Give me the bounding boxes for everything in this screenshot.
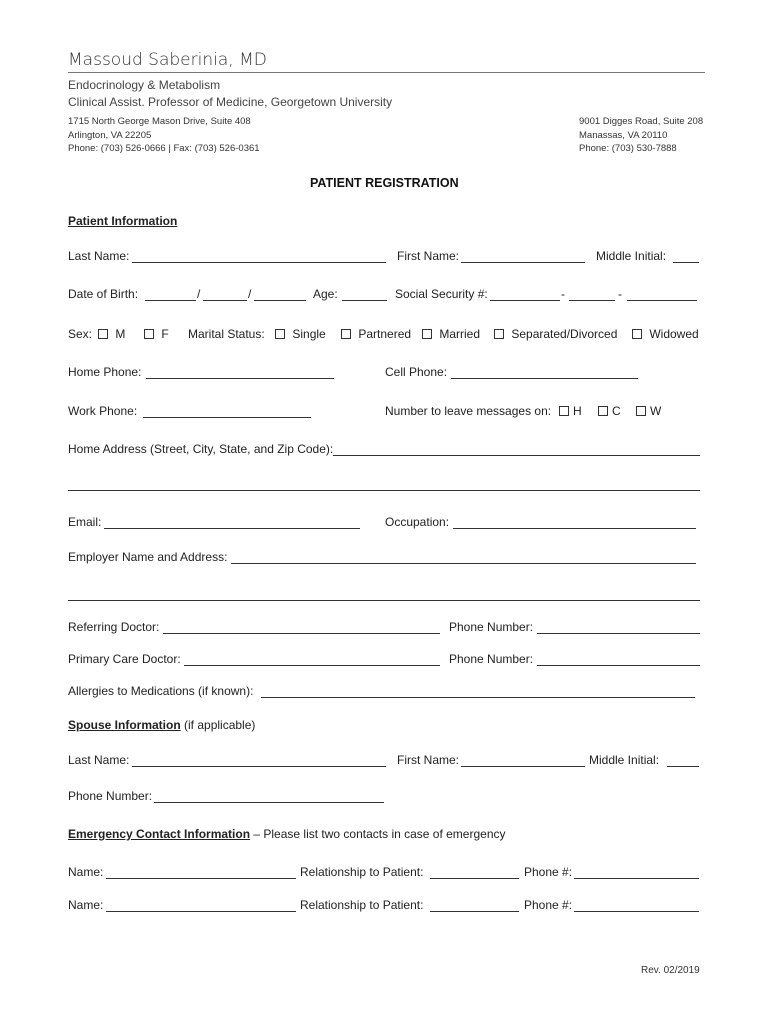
spouse-heading-title: Spouse Information: [68, 718, 181, 732]
specialty: Endocrinology & Metabolism: [68, 78, 221, 92]
message-number-label: Number to leave messages on:: [385, 404, 552, 418]
marital-widowed[interactable]: [632, 327, 699, 341]
employer-field[interactable]: [231, 563, 696, 564]
marital-married[interactable]: [422, 327, 480, 341]
spouse-heading: [68, 718, 255, 732]
checkbox-icon[interactable]: [341, 329, 351, 339]
spouse-middle-initial-label: Middle Initial:: [589, 753, 660, 767]
office-address-manassas: [579, 115, 703, 156]
sex-label: Sex:: [68, 327, 93, 341]
work-phone-label: Work Phone:: [68, 404, 138, 418]
dob-label: Date of Birth:: [68, 287, 139, 301]
patient-info-heading: Patient Information: [68, 214, 178, 228]
ssn-part3-field[interactable]: [627, 300, 697, 301]
primary-doctor-field[interactable]: [184, 665, 440, 666]
ssn-label: Social Security #:: [395, 287, 488, 301]
work-phone-field[interactable]: [143, 417, 311, 418]
allergies-label: Allergies to Medications (if known):: [68, 684, 254, 698]
checkbox-icon[interactable]: [632, 329, 642, 339]
office1-line3: Phone: (703) 526-0666 | Fax: (703) 526-0361: [68, 143, 260, 154]
home-address-field[interactable]: [333, 455, 700, 456]
emergency-heading-title: Emergency Contact Information: [68, 827, 251, 841]
spouse-first-name-field[interactable]: [461, 766, 585, 767]
first-name-label: First Name:: [397, 249, 460, 263]
cell-phone-label: Cell Phone:: [385, 365, 448, 379]
occupation-label: Occupation:: [385, 515, 450, 529]
employer-label: Employer Name and Address:: [68, 550, 228, 564]
emergency1-name-label: Name:: [68, 865, 104, 879]
checkbox-icon[interactable]: [559, 406, 569, 416]
checkbox-icon[interactable]: [98, 329, 108, 339]
emergency1-name-field[interactable]: [106, 878, 296, 879]
dob-slash-1: /: [197, 287, 201, 301]
home-address-label: Home Address (Street, City, State, and Zip Code):: [68, 442, 334, 456]
marital-partnered-label: Partnered: [358, 327, 412, 341]
dob-day-field[interactable]: [203, 300, 247, 301]
referring-doctor-field[interactable]: [163, 633, 440, 634]
emergency-heading-note: – Please list two contacts in case of emergency: [253, 827, 506, 841]
primary-phone-label: Phone Number:: [449, 652, 534, 666]
emergency2-name-field[interactable]: [106, 911, 296, 912]
referring-phone-label: Phone Number:: [449, 620, 534, 634]
office2-line2: Manassas, VA 20110: [579, 129, 668, 141]
middle-initial-label: Middle Initial:: [596, 249, 667, 263]
office-address-arlington: [68, 115, 260, 156]
checkbox-icon[interactable]: [636, 406, 646, 416]
emergency1-phone-label: Phone #:: [524, 865, 573, 879]
dob-year-field[interactable]: [254, 300, 306, 301]
middle-initial-field[interactable]: [673, 262, 699, 263]
msg-c-label: C: [612, 404, 621, 418]
primary-phone-field[interactable]: [537, 665, 700, 666]
msg-w-label: W: [650, 404, 662, 418]
emergency2-relationship-field[interactable]: [430, 911, 519, 912]
employer-field-line2[interactable]: [68, 600, 700, 601]
ssn-dash-2: -: [618, 287, 622, 301]
home-address-field-line2[interactable]: [68, 490, 700, 491]
office2-line3: Phone: (703) 530-7888: [579, 143, 677, 154]
emergency2-name-label: Name:: [68, 898, 104, 912]
age-field[interactable]: [342, 300, 387, 301]
referring-doctor-label: Referring Doctor:: [68, 620, 160, 634]
office2-line1: 9001 Digges Road, Suite 208: [579, 116, 704, 127]
ssn-part2-field[interactable]: [569, 300, 615, 301]
last-name-field[interactable]: [132, 262, 386, 263]
spouse-last-name-field[interactable]: [132, 766, 386, 767]
ssn-part1-field[interactable]: [490, 300, 560, 301]
email-field[interactable]: [104, 528, 360, 529]
dob-month-field[interactable]: [145, 300, 196, 301]
emergency1-relationship-label: Relationship to Patient:: [300, 865, 424, 879]
msg-h-label: H: [573, 404, 582, 418]
spouse-phone-label: Phone Number:: [68, 789, 153, 803]
sex-f-option[interactable]: [144, 327, 169, 341]
referring-phone-field[interactable]: [537, 633, 700, 634]
emergency2-phone-label: Phone #:: [524, 898, 573, 912]
spouse-middle-initial-field[interactable]: [667, 766, 699, 767]
checkbox-icon[interactable]: [598, 406, 608, 416]
emergency1-relationship-field[interactable]: [430, 878, 519, 879]
allergies-field[interactable]: [261, 697, 695, 698]
home-phone-field[interactable]: [146, 378, 334, 379]
primary-doctor-label: Primary Care Doctor:: [68, 652, 181, 666]
spouse-first-name-label: First Name:: [397, 753, 460, 767]
emergency1-phone-field[interactable]: [574, 878, 699, 879]
marital-widowed-label: Widowed: [649, 327, 699, 341]
ssn-dash-1: -: [561, 287, 565, 301]
checkbox-icon[interactable]: [144, 329, 154, 339]
spouse-last-name-label: Last Name:: [68, 753, 130, 767]
marital-single-label: Single: [292, 327, 326, 341]
office1-line2: Arlington, VA 22205: [68, 129, 152, 141]
spouse-heading-note: (if applicable): [184, 718, 256, 732]
cell-phone-field[interactable]: [451, 378, 638, 379]
marital-separated[interactable]: [494, 327, 617, 341]
revision-label: Rev. 02/2019: [641, 965, 700, 976]
marital-single[interactable]: [275, 327, 326, 341]
position: Clinical Assist. Professor of Medicine, Georgetown University: [68, 95, 393, 109]
sex-m-option[interactable]: [98, 327, 125, 341]
office1-line1: 1715 North George Mason Drive, Suite 408: [68, 116, 251, 127]
dob-slash-2: /: [248, 287, 252, 301]
form-title: PATIENT REGISTRATION: [310, 176, 459, 190]
msg-w-option[interactable]: [636, 404, 661, 418]
msg-c-option[interactable]: [598, 404, 621, 418]
emergency2-phone-field[interactable]: [574, 911, 699, 912]
sex-m-label: M: [115, 327, 126, 341]
home-phone-label: Home Phone:: [68, 365, 142, 379]
doctor-name: Massoud Saberinia, MD: [68, 50, 267, 70]
spouse-phone-field[interactable]: [154, 802, 384, 803]
first-name-field[interactable]: [461, 262, 585, 263]
age-label: Age:: [313, 287, 338, 301]
occupation-field[interactable]: [453, 528, 696, 529]
checkbox-icon[interactable]: [422, 329, 432, 339]
marital-partnered[interactable]: [341, 327, 411, 341]
emergency2-relationship-label: Relationship to Patient:: [300, 898, 424, 912]
checkbox-icon[interactable]: [494, 329, 504, 339]
emergency-heading: [68, 827, 506, 841]
marital-married-label: Married: [439, 327, 481, 341]
marital-label: Marital Status:: [188, 327, 265, 341]
sex-f-label: F: [161, 327, 169, 341]
msg-h-option[interactable]: [559, 404, 582, 418]
header-divider: [68, 72, 705, 73]
marital-separated-label: Separated/Divorced: [511, 327, 618, 341]
last-name-label: Last Name:: [68, 249, 130, 263]
checkbox-icon[interactable]: [275, 329, 285, 339]
email-label: Email:: [68, 515, 102, 529]
